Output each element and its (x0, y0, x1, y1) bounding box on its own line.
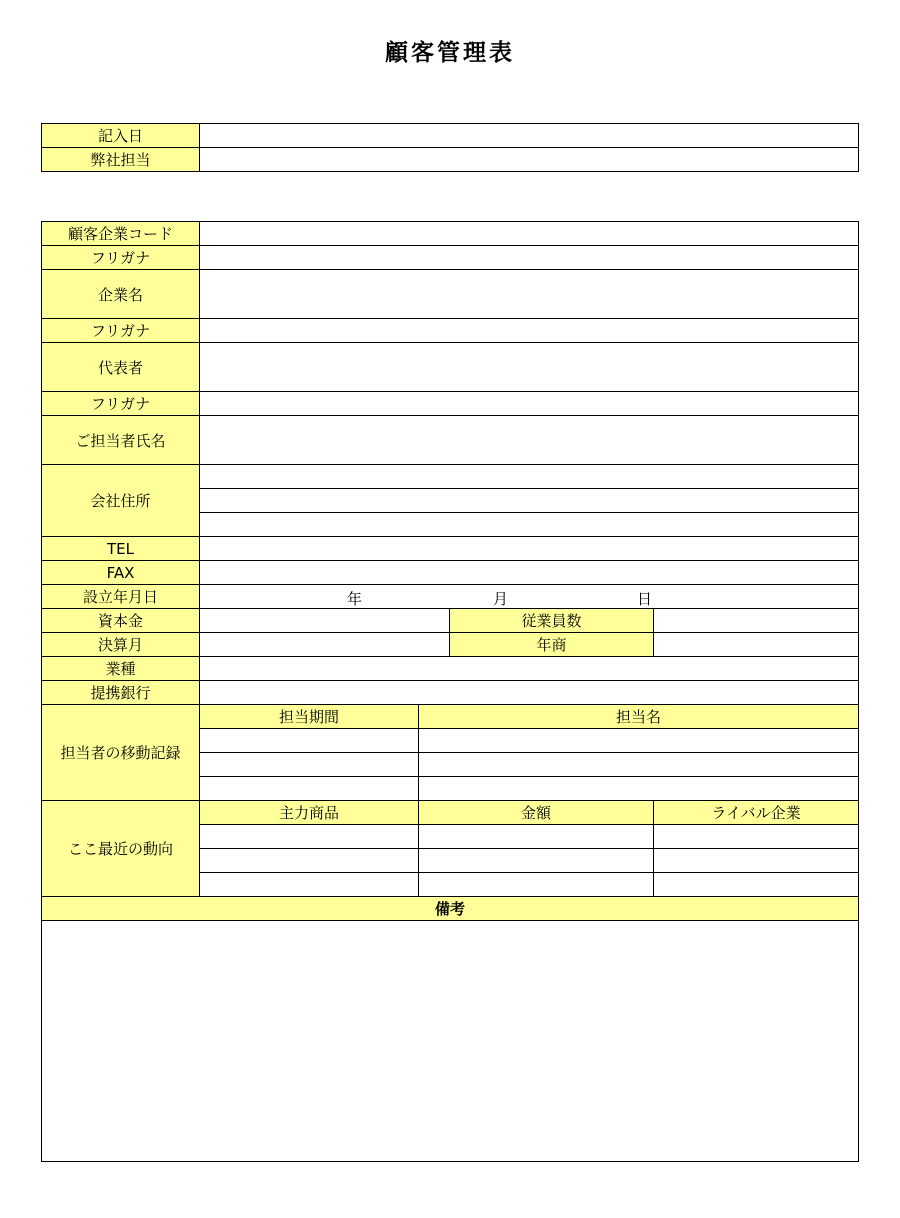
entry-date-field[interactable] (200, 124, 859, 148)
founded-label: 設立年月日 (42, 585, 200, 609)
amount-cell[interactable] (419, 849, 654, 873)
meta-table (41, 123, 859, 172)
rival-company-cell[interactable] (654, 873, 859, 897)
tel-field[interactable] (200, 537, 859, 561)
staff-period-header: 担当期間 (200, 705, 419, 729)
fiscal-row (42, 633, 859, 657)
our-staff-row (42, 148, 859, 172)
customer-code-field[interactable] (200, 222, 859, 246)
company-furigana-row (42, 246, 859, 270)
customer-table (41, 221, 859, 1162)
staff-period-cell[interactable] (200, 729, 419, 753)
representative-furigana-row (42, 319, 859, 343)
industry-field[interactable] (200, 657, 859, 681)
main-product-header: 主力商品 (200, 801, 419, 825)
industry-label: 業種 (42, 657, 200, 681)
founded-year-unit: 年 (347, 590, 363, 608)
annual-sales-field[interactable] (654, 633, 859, 657)
contact-furigana-row (42, 392, 859, 416)
bank-label: 提携銀行 (42, 681, 200, 705)
founded-day-unit: 日 (637, 590, 653, 608)
capital-row (42, 609, 859, 633)
fiscal-month-field[interactable] (200, 633, 450, 657)
amount-header: 金額 (419, 801, 654, 825)
company-name-label: 企業名 (42, 270, 200, 319)
rival-company-cell[interactable] (654, 849, 859, 873)
bank-row (42, 681, 859, 705)
capital-field[interactable] (200, 609, 450, 633)
representative-furigana-label: フリガナ (42, 319, 200, 343)
main-product-cell[interactable] (200, 873, 419, 897)
address-line-1-field[interactable] (200, 465, 859, 489)
employees-label: 従業員数 (450, 609, 654, 633)
contact-name-label: ご担当者氏名 (42, 416, 200, 465)
staff-period-cell[interactable] (200, 777, 419, 801)
representative-field[interactable] (200, 343, 859, 392)
entry-date-row (42, 124, 859, 148)
rival-company-cell[interactable] (654, 825, 859, 849)
company-furigana-field[interactable] (200, 246, 859, 270)
staff-name-header: 担当名 (419, 705, 859, 729)
staff-period-cell[interactable] (200, 753, 419, 777)
bank-field[interactable] (200, 681, 859, 705)
address-label: 会社住所 (42, 465, 200, 537)
staff-name-cell[interactable] (419, 729, 859, 753)
company-name-field[interactable] (200, 270, 859, 319)
fiscal-month-label: 決算月 (42, 633, 200, 657)
company-furigana-label: フリガナ (42, 246, 200, 270)
company-name-row (42, 270, 859, 319)
contact-name-field[interactable] (200, 416, 859, 465)
contact-furigana-field[interactable] (200, 392, 859, 416)
our-staff-field[interactable] (200, 148, 859, 172)
notes-header-row (42, 897, 859, 921)
trends-header-row (42, 801, 859, 825)
amount-cell[interactable] (419, 873, 654, 897)
page-title: 顧客管理表 (385, 40, 515, 66)
address-row (42, 465, 859, 489)
staff-history-label: 担当者の移動記録 (42, 705, 200, 801)
contact-name-row (42, 416, 859, 465)
representative-row (42, 343, 859, 392)
tel-label: TEL (42, 537, 200, 561)
customer-code-row (42, 222, 859, 246)
our-staff-label: 弊社担当 (42, 148, 200, 172)
amount-cell[interactable] (419, 825, 654, 849)
customer-code-label: 顧客企業コード (42, 222, 200, 246)
representative-furigana-field[interactable] (200, 319, 859, 343)
capital-label: 資本金 (42, 609, 200, 633)
address-line-3-field[interactable] (200, 513, 859, 537)
address-line-2-field[interactable] (200, 489, 859, 513)
main-product-cell[interactable] (200, 849, 419, 873)
notes-label: 備考 (42, 897, 859, 921)
fax-row (42, 561, 859, 585)
staff-name-cell[interactable] (419, 753, 859, 777)
staff-history-header-row (42, 705, 859, 729)
employees-field[interactable] (654, 609, 859, 633)
trends-label: ここ最近の動向 (42, 801, 200, 897)
founded-row (42, 585, 859, 609)
annual-sales-label: 年商 (450, 633, 654, 657)
entry-date-label: 記入日 (42, 124, 200, 148)
main-product-cell[interactable] (200, 825, 419, 849)
tel-row (42, 537, 859, 561)
founded-month-unit: 月 (493, 590, 509, 608)
staff-name-cell[interactable] (419, 777, 859, 801)
notes-body-row (42, 921, 859, 1162)
founded-date-field[interactable] (200, 585, 859, 609)
industry-row (42, 657, 859, 681)
contact-furigana-label: フリガナ (42, 392, 200, 416)
rival-company-header: ライバル企業 (654, 801, 859, 825)
notes-field[interactable] (42, 921, 859, 1162)
fax-label: FAX (42, 561, 200, 585)
fax-field[interactable] (200, 561, 859, 585)
representative-label: 代表者 (42, 343, 200, 392)
